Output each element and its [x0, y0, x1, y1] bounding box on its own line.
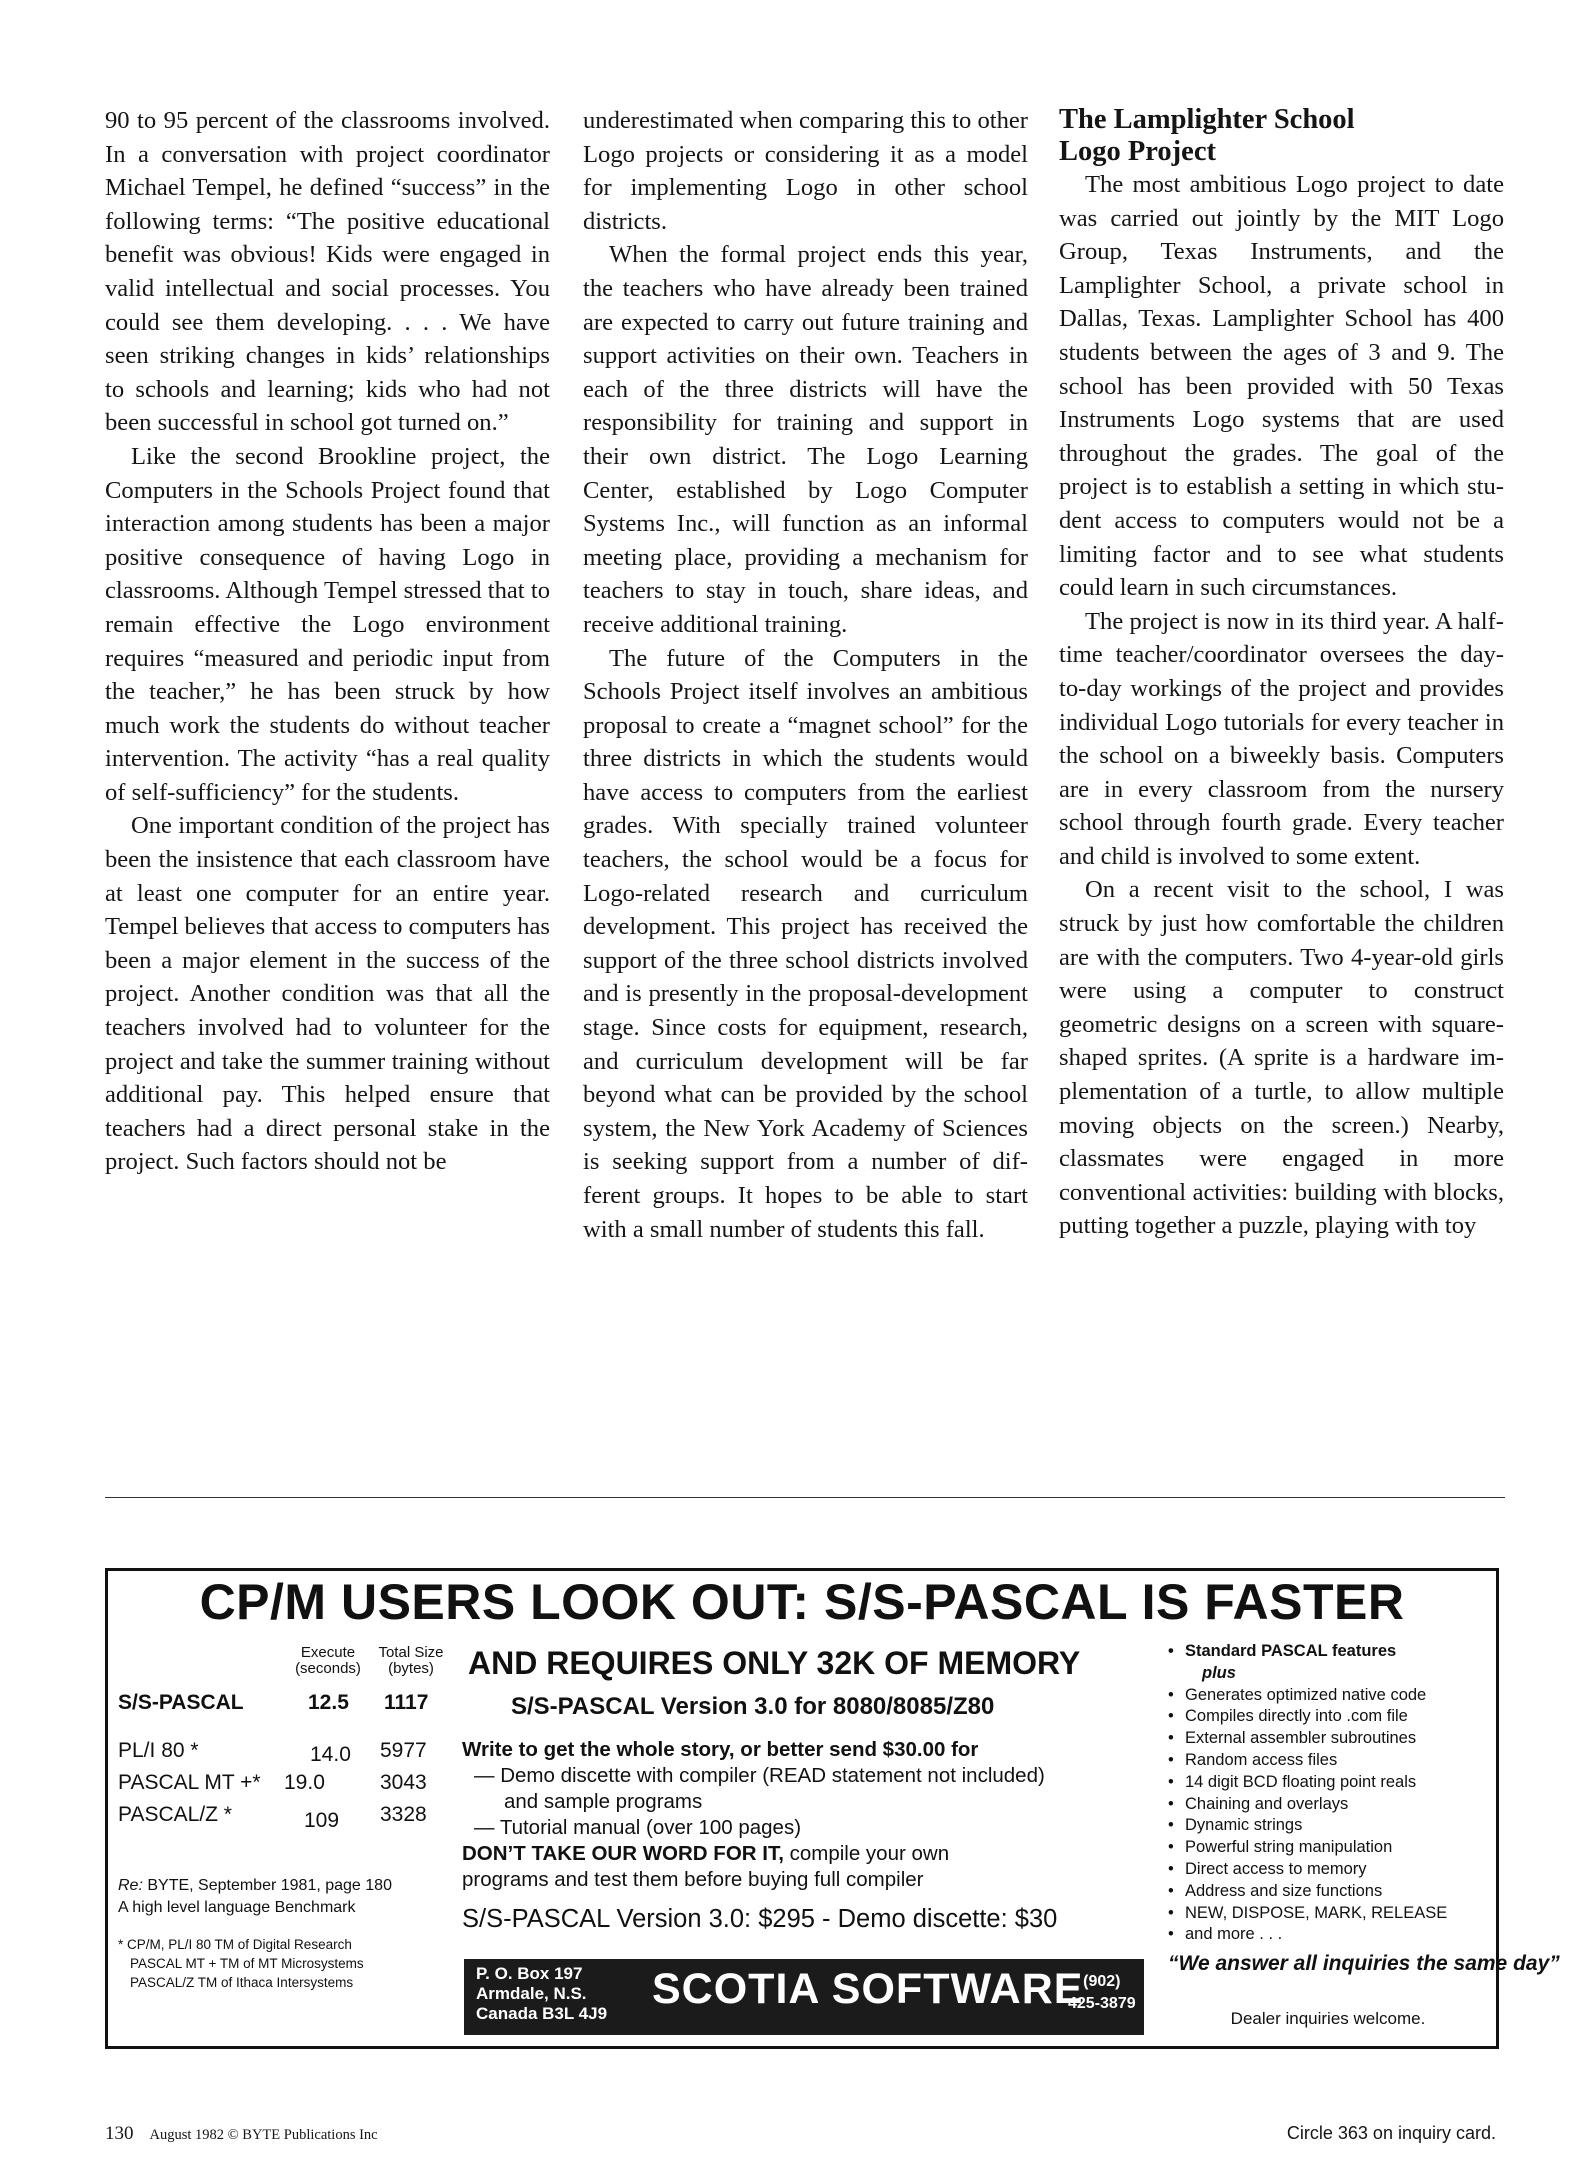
trademark-notes — [118, 1935, 364, 1992]
bench-name: PL/I 80 * — [118, 1739, 199, 1762]
page-number: 130 — [105, 2123, 134, 2144]
company-name: SCOTIA SOFTWARE — [652, 1965, 1084, 2013]
benchmark-reference — [118, 1875, 392, 1919]
offer-item: — Demo discette with compiler (READ statement not included) — [474, 1764, 1045, 1787]
offer-item: and sample programs — [504, 1790, 703, 1813]
paragraph: The future of the Computers in the Schools Project itself involves an ambitious proposal to create a “magnet school” for the three districts in which the students would have access to computers from the earliest grades. With specially trained volunteer teachers, the school would be a focus for Logo-related research and curriculum development. This project has received the support of the three school districts involved and is presently in the proposal-development stage. Since costs for equipment, research, and curriculum development will be far beyond what can be provided by the school system, the New York Academy of Sciences is seeking support from a number of different groups. It hopes to be able to start with a small number of students this fall. — [583, 644, 1028, 1243]
paragraph: underestimated when comparing this to other Logo projects or considering it as a model for implementing Logo in other school districts. — [583, 107, 1028, 235]
company-address — [476, 1964, 607, 2024]
address-line: P. O. Box 197 — [476, 1964, 583, 1983]
bench-size: 1117 — [384, 1691, 429, 1714]
paragraph: One important condition of the project has been the insistence that each classroom have at least one computer for an entire year. Tempel believes that access to computers has been a major element in the success of the project. Another condition was that all the teachers involved had to volunteer for the project and take the summer training without additional pay. This helped ensure that teachers had a direct personal stake in the project. Such factors should not be — [105, 812, 550, 1176]
ad-version-line: S/S-PASCAL Version 3.0 for 8080/8085/Z80 — [511, 1693, 995, 1720]
feature-item: • Dynamic strings — [1168, 1815, 1488, 1837]
offer-text — [462, 1737, 1045, 1893]
offer-rest: compile your own — [783, 1842, 950, 1865]
bench-name: S/S-PASCAL — [118, 1691, 244, 1714]
paragraph: The project is now in its third year. A half-time teacher/coordinator oversees the day-to-day workings of the project and provides individual Logo tutorials for every teacher in the school on a biweekly basis. Computers are in every classroom from the nursery school through fourth grade. Every teacher and child is involved to some extent. — [1059, 607, 1504, 870]
paragraph: Like the second Brookline project, the Computers in the Schools Project found that interaction among students has been a major positive consequence of having Logo in classrooms. Although Tempel stressed that to remain effective the Logo environment requires “measured and periodic input from the teacher,” he has been struck by how much work the students do without teacher intervention. The activity “has a real quality of self-sufficiency” for the students. — [105, 442, 550, 806]
bench-exec: 14.0 — [310, 1743, 351, 1766]
feature-item: • Direct access to memory — [1168, 1859, 1488, 1881]
bench-size: 3328 — [380, 1803, 427, 1826]
bench-exec: 12.5 — [308, 1691, 349, 1714]
address-line: Canada B3L 4J9 — [476, 2004, 608, 2023]
article-column-2 — [583, 104, 1028, 1246]
trademark-line: * CP/M, PL/I 80 TM of Digital Research — [118, 1937, 352, 1952]
features-plus: plus — [1202, 1663, 1236, 1682]
bench-size: 3043 — [380, 1771, 427, 1794]
feature-item: • Compiles directly into .com file — [1168, 1706, 1488, 1728]
company-phone — [1068, 1971, 1136, 2015]
bench-exec: 19.0 — [284, 1771, 325, 1794]
ref-line2: A high level language Benchmark — [118, 1899, 356, 1916]
offer-lead: Write to get the whole story, or better send $30.00 for — [462, 1738, 979, 1761]
ref-label: Re: — [118, 1877, 143, 1894]
feature-item: • Powerful string manipulation — [1168, 1837, 1488, 1859]
page-footer — [105, 2123, 378, 2145]
feature-item: • Random access files — [1168, 1750, 1488, 1772]
company-banner — [464, 1959, 1144, 2035]
publication-line: August 1982 © BYTE Publications Inc — [149, 2127, 378, 2143]
offer-last: programs and test them before buying full compiler — [462, 1868, 924, 1891]
feature-item: • External assembler subroutines — [1168, 1728, 1488, 1750]
paragraph: When the formal project ends this year, the teachers who have already been trained are expected to carry out future training and support activities on their own. Teachers in each of the three districts will have the responsibility for training and support in their own district. The Logo Learning Center, established by Logo Computer Systems Inc., will function as an informal meeting place, providing a mechanism for teachers to stay in touch, share ideas, and receive additional training. — [583, 241, 1028, 638]
feature-list — [1168, 1641, 1488, 1946]
advertisement — [105, 1568, 1560, 2049]
feature-item: • and more . . . — [1168, 1924, 1488, 1946]
phone-number: 425-3879 — [1068, 1995, 1136, 2012]
feature-item: • Generates optimized native code — [1168, 1685, 1488, 1707]
dealer-note: Dealer inquiries welcome. — [1230, 2009, 1426, 2028]
inquiry-note: Circle 363 on inquiry card. — [1286, 2123, 1496, 2143]
article-column-3 — [1059, 104, 1504, 1243]
address-line: Armdale, N.S. — [476, 1984, 587, 2003]
bench-name: PASCAL MT +* — [118, 1771, 261, 1794]
price-line: S/S-PASCAL Version 3.0: $295 - Demo discette: $30 — [462, 1905, 1058, 1933]
paragraph: The most ambitious Logo project to date was carried out jointly by the MIT Logo Group, Texas Instruments, and the Lamplighter School, a private school in Dallas, Texas. Lamplighter School has 400 students between the ages of 3 and 9. The school has been provided with 50 Texas Instruments Logo systems that are used throughout the grades. The goal of the project is to establish a setting in which student access to computers would not be a limiting factor and to see what students could learn in such circumstances. — [1059, 171, 1504, 602]
paragraph: On a recent visit to the school, I was struck by just how comfortable the children are with the computers. Two 4-year-old girls were using a computer to construct geometric designs on a screen with square-shaped sprites. (A sprite is a hardware implementation of a turtle, to allow multiple moving objects on the screen.) Nearby, classmates were engaged in more conventional activities: building with blocks, putting together a puzzle, playing with toy — [1059, 876, 1504, 1240]
ad-subheadline: AND REQUIRES ONLY 32K OF MEMORY — [468, 1645, 1081, 1681]
section-divider — [105, 1497, 1505, 1498]
feature-item: • 14 digit BCD floating point reals — [1168, 1772, 1488, 1794]
paragraph: 90 to 95 percent of the classrooms involved. In a conversation with project coordinator Michael Tempel, he defined “success” in the following terms: “The positive educational benefit was obvious! Kids were engaged in valid intellectual and social processes. You could see them developing. . . . We have seen striking changes in kids’ relationships to schools and learning; kids who had not been successful in school got turned on.” — [105, 107, 550, 437]
ref-text: BYTE, September 1981, page 180 — [142, 1877, 392, 1894]
section-heading: The Lamplighter School Logo Project — [1059, 104, 1355, 167]
offer-item: — Tutorial manual (over 100 pages) — [474, 1816, 802, 1839]
bench-size: 5977 — [380, 1739, 427, 1762]
bench-header-size: Total Size (bytes) — [378, 1644, 444, 1677]
trademark-line: PASCAL/Z TM of Ithaca Intersystems — [130, 1975, 354, 1990]
ad-headline: CP/M USERS LOOK OUT: S/S-PASCAL IS FASTER — [199, 1574, 1405, 1630]
tagline: “We answer all inquiries the same day” — [1168, 1952, 1560, 1975]
article-column-1 — [105, 104, 550, 1179]
phone-area: (902) — [1083, 1973, 1121, 1990]
feature-item: • Address and size functions — [1168, 1881, 1488, 1903]
bench-exec: 109 — [304, 1809, 340, 1832]
feature-item: • NEW, DISPOSE, MARK, RELEASE — [1168, 1903, 1488, 1925]
bench-name: PASCAL/Z * — [118, 1803, 232, 1826]
trademark-line: PASCAL MT + TM of MT Microsystems — [130, 1956, 364, 1971]
features-heading: • Standard PASCAL features — [1168, 1641, 1488, 1663]
offer-bold: DON’T TAKE OUR WORD FOR IT, — [462, 1842, 784, 1865]
feature-item: • Chaining and overlays — [1168, 1794, 1488, 1816]
bench-header-execute: Execute (seconds) — [295, 1644, 361, 1677]
